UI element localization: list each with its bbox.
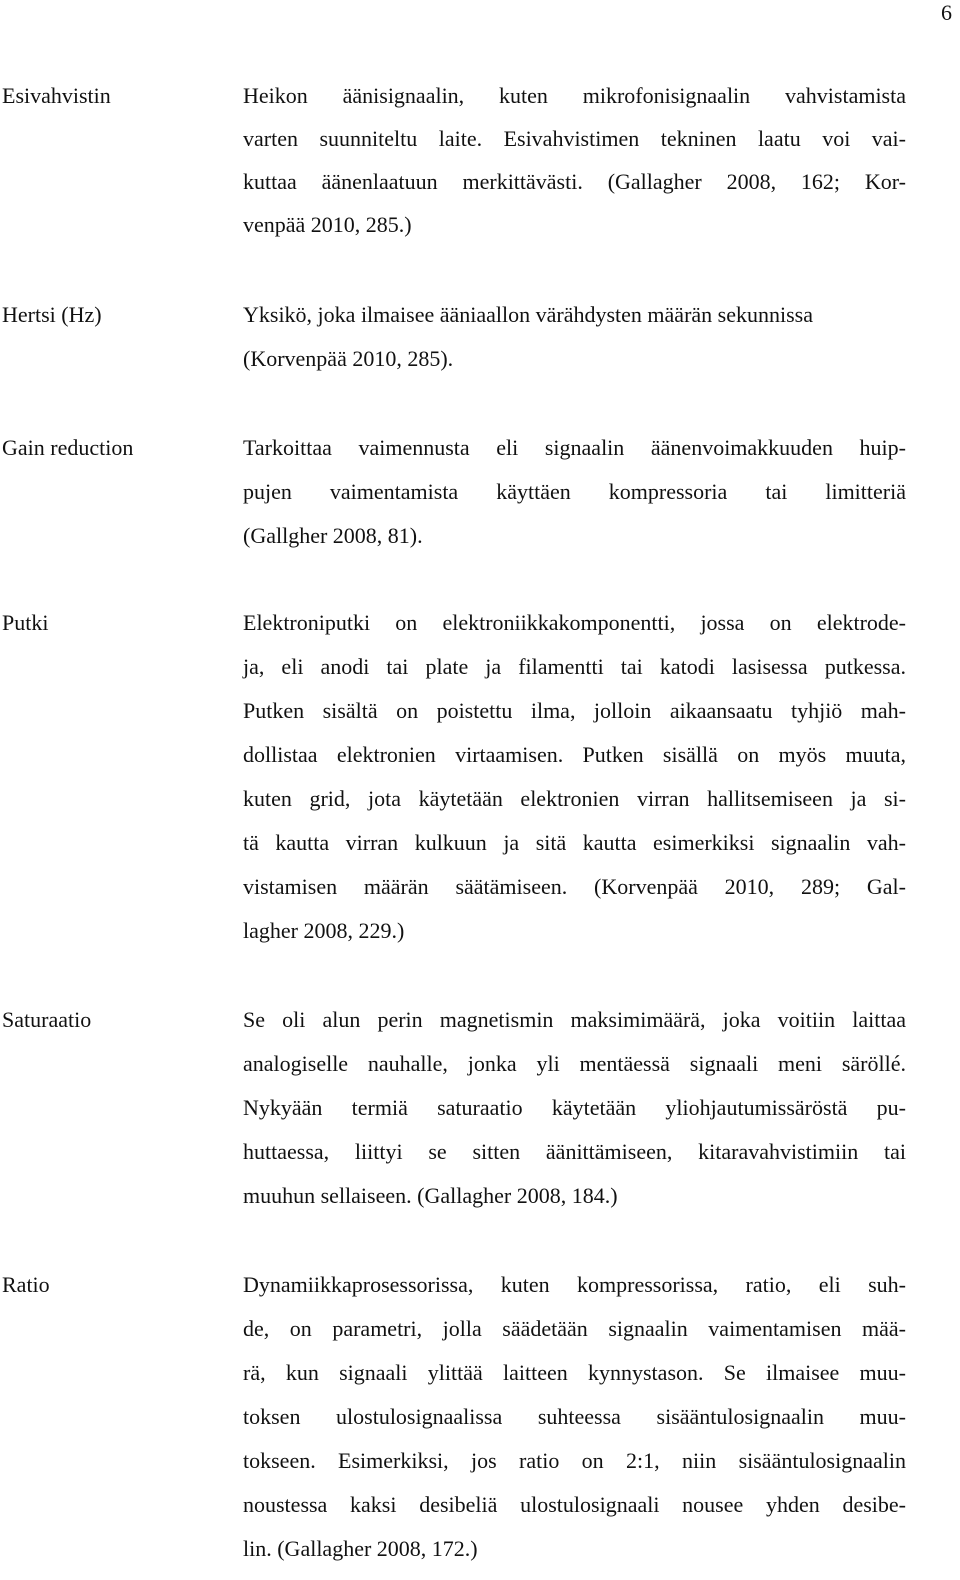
definition-line: dollistaa elektronien virtaamisen. Putken sisällä on myös muuta, xyxy=(243,742,906,767)
glossary-term: Saturaatio xyxy=(2,1007,92,1032)
definition-line: (Korvenpää 2010, 285). xyxy=(243,346,454,371)
definition-line: (Gallgher 2008, 81). xyxy=(243,523,423,548)
glossary-definition xyxy=(243,610,906,962)
definition-line: venpää 2010, 285.) xyxy=(243,212,412,237)
definition-line: varten suunniteltu laite. Esivahvistimen tekninen laatu voi vai- xyxy=(243,126,906,151)
definition-line: Putken sisältä on poistettu ilma, jolloin aikaansaatu tyhjiö mah- xyxy=(243,698,906,723)
definition-line: analogiselle nauhalle, jonka yli mentäessä signaali meni säröllé. xyxy=(243,1051,906,1076)
definition-line: Dynamiikkaprosessorissa, kuten kompressorissa, ratio, eli suh- xyxy=(243,1272,906,1297)
definition-line: kuten grid, jota käytetään elektronien virran hallitsemiseen ja si- xyxy=(243,786,906,811)
glossary-term: Gain reduction xyxy=(2,435,134,460)
glossary-definition xyxy=(243,1272,906,1580)
definition-line: tokseen. Esimerkiksi, jos ratio on 2:1, niin sisääntulosignaalin xyxy=(243,1448,906,1473)
glossary-term: Ratio xyxy=(2,1272,50,1297)
definition-line: muuhun sellaiseen. (Gallagher 2008, 184.) xyxy=(243,1183,618,1208)
definition-line: toksen ulostulosignaalissa suhteessa sisääntulosignaalin muu- xyxy=(243,1404,906,1429)
definition-line: Yksikö, joka ilmaisee ääniaallon värähdysten määrän sekunnissa xyxy=(243,302,813,327)
glossary-definition xyxy=(243,83,906,255)
definition-line: de, on parametri, jolla säädetään signaalin vaimentamisen mää- xyxy=(243,1316,906,1341)
definition-line: huttaessa, liittyi se sitten äänittämiseen, kitaravahvistimiin tai xyxy=(243,1139,906,1164)
definition-line: kuttaa äänenlaatuun merkittävästi. (Gallagher 2008, 162; Kor- xyxy=(243,169,906,194)
page-number: 6 xyxy=(941,0,952,25)
definition-line: lagher 2008, 229.) xyxy=(243,918,405,943)
glossary-definition xyxy=(243,1007,906,1227)
definition-line: lin. (Gallagher 2008, 172.) xyxy=(243,1536,478,1561)
definition-line: rä, kun signaali ylittää laitteen kynnystason. Se ilmaisee muu- xyxy=(243,1360,906,1385)
definition-line: Nykyään termiä saturaatio käytetään yliohjautumissäröstä pu- xyxy=(243,1095,906,1120)
definition-line: tä kautta virran kulkuun ja sitä kautta esimerkiksi signaalin vah- xyxy=(243,830,906,855)
glossary-term: Esivahvistin xyxy=(2,83,111,108)
definition-line: vistamisen määrän säätämiseen. (Korvenpää 2010, 289; Gal- xyxy=(243,874,906,899)
definition-line: Se oli alun perin magnetismin maksimimäärä, joka voitiin laittaa xyxy=(243,1007,906,1032)
definition-line: Heikon äänisignaalin, kuten mikrofonisignaalin vahvistamista xyxy=(243,83,906,108)
glossary-definition xyxy=(243,435,906,567)
definition-line: Tarkoittaa vaimennusta eli signaalin äänenvoimakkuuden huip- xyxy=(243,435,906,460)
definition-line: pujen vaimentamista käyttäen kompressoria tai limitteriä xyxy=(243,479,906,504)
glossary-term: Putki xyxy=(2,610,49,635)
definition-line: ja, eli anodi tai plate ja filamentti tai katodi lasisessa putkessa. xyxy=(243,654,906,679)
glossary-definition xyxy=(243,302,906,390)
definition-line: noustessa kaksi desibeliä ulostulosignaali nousee yhden desibe- xyxy=(243,1492,906,1517)
definition-line: Elektroniputki on elektroniikkakomponentti, jossa on elektrode- xyxy=(243,610,906,635)
glossary-term: Hertsi (Hz) xyxy=(2,302,102,327)
